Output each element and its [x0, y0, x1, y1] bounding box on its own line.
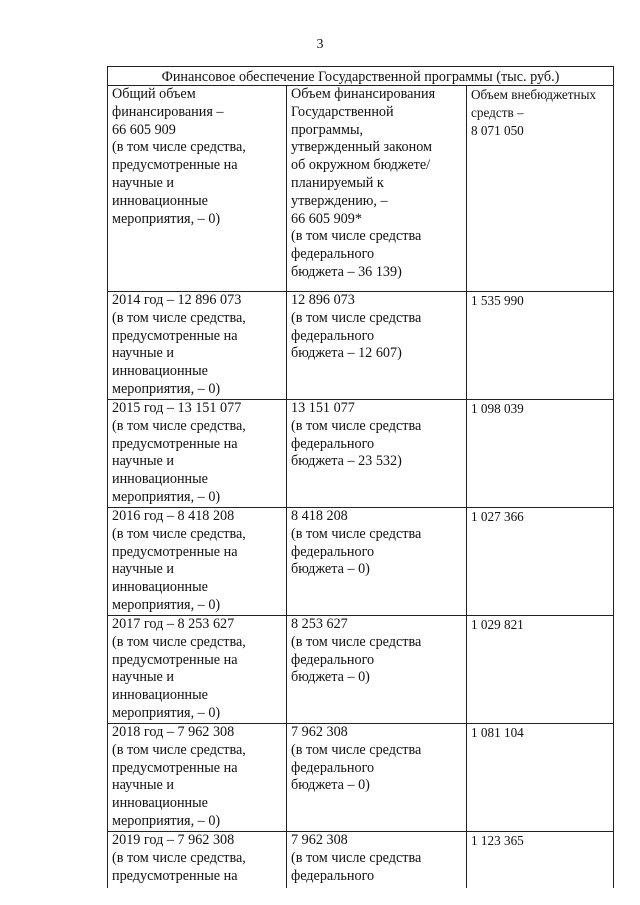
- row-extrabudgetary-cell: 1 123 365: [467, 832, 614, 888]
- row-total-cell: 2019 год – 7 962 308 (в том числе средства, предусмотренные на: [108, 832, 287, 888]
- page-number: 3: [316, 37, 324, 52]
- row-total-cell: 2017 год – 8 253 627 (в том числе средства, предусмотренные на научные и инновационные мероприятия, – 0): [108, 616, 287, 724]
- table-row: [108, 616, 614, 724]
- row-extrabudgetary-cell: 1 027 366: [467, 508, 614, 616]
- row-total-cell: 2015 год – 13 151 077 (в том числе средства, предусмотренные на научные и инновационные мероприятия, – 0): [108, 400, 287, 508]
- table-title-row: [108, 67, 614, 86]
- row-budget-cell: 12 896 073 (в том числе средства федерального бюджета – 12 607): [287, 292, 467, 400]
- row-budget-cell: 7 962 308 (в том числе средства федерального: [287, 832, 467, 888]
- row-extrabudgetary-cell: 1 081 104: [467, 724, 614, 832]
- financing-table: [107, 66, 614, 888]
- row-extrabudgetary-cell: 1 029 821: [467, 616, 614, 724]
- header-program-budget: Объем финансирования Государственной программы, утвержденный законом об окружном бюджете/ планируемый к утверждению, – 66 605 909* (в том числе средства федерального бюджета – 36 139): [287, 86, 467, 292]
- row-budget-cell: 7 962 308 (в том числе средства федерального бюджета – 0): [287, 724, 467, 832]
- header-extrabudgetary: Объем внебюджетных средств – 8 071 050: [467, 86, 614, 292]
- row-total-cell: 2014 год – 12 896 073 (в том числе средства, предусмотренные на научные и инновационные мероприятия, – 0): [108, 292, 287, 400]
- row-budget-cell: 8 418 208 (в том числе средства федерального бюджета – 0): [287, 508, 467, 616]
- table-title: Финансовое обеспечение Государственной программы (тыс. руб.): [108, 67, 614, 86]
- row-budget-cell: 8 253 627 (в том числе средства федерального бюджета – 0): [287, 616, 467, 724]
- table-row: [108, 508, 614, 616]
- row-total-cell: 2016 год – 8 418 208 (в том числе средства, предусмотренные на научные и инновационные мероприятия, – 0): [108, 508, 287, 616]
- row-extrabudgetary-cell: 1 098 039: [467, 400, 614, 508]
- row-extrabudgetary-cell: 1 535 990: [467, 292, 614, 400]
- table-row: [108, 724, 614, 832]
- header-total-financing: Общий объем финансирования – 66 605 909 (в том числе средства, предусмотренные на научные и инновационные мероприятия, – 0): [108, 86, 287, 292]
- table-row: [108, 400, 614, 508]
- row-budget-cell: 13 151 077 (в том числе средства федерального бюджета – 23 532): [287, 400, 467, 508]
- row-total-cell: 2018 год – 7 962 308 (в том числе средства, предусмотренные на научные и инновационные мероприятия, – 0): [108, 724, 287, 832]
- table-header-row: [108, 86, 614, 292]
- table-row: [108, 292, 614, 400]
- table-row: [108, 832, 614, 888]
